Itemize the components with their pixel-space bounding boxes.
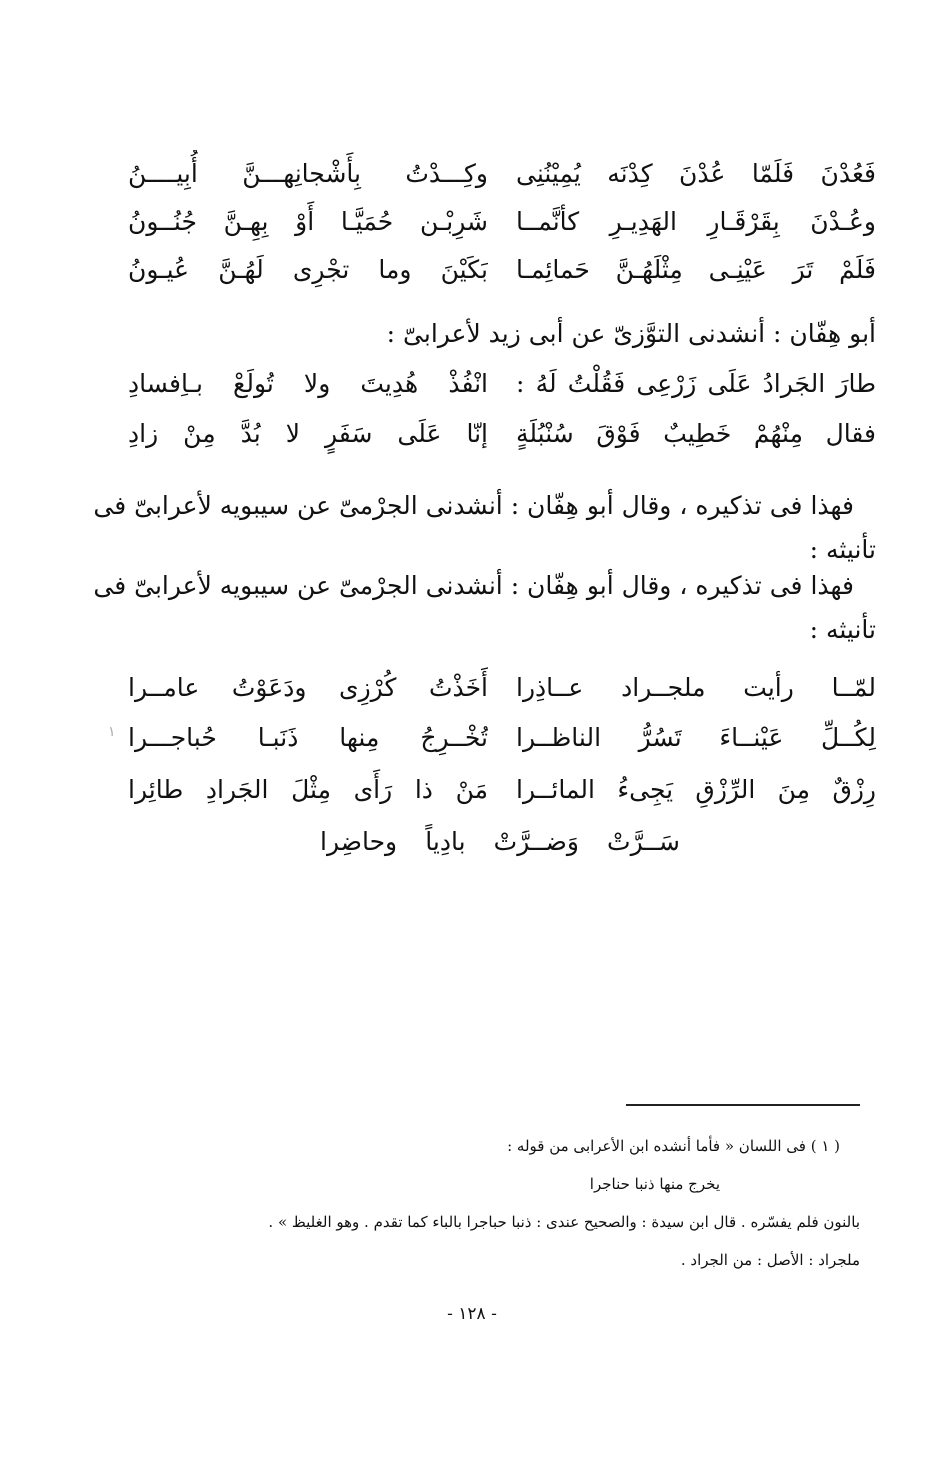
verse-hemistich-right: فَعُدْنَ فَلَمّا عُدْنَ كِدْنَه يُمِيْنُنِى — [516, 159, 876, 188]
verse-hemistich-left: انْفُذْ هُدِيتَ ولا تُولَعْ بـاِفسادِ — [128, 369, 488, 398]
footnote-line: ملجراد : الأصل : من الجراد . — [680, 1251, 860, 1269]
verse-hemistich-left: بَكَيْنَ وما تجْرِى لَهُـنَّ عُيـونُ — [128, 255, 488, 284]
verse-hemistich-left: أَخَذْتُ كُرْزِى ودَعَوْتُ عامــرا — [128, 673, 488, 702]
verse-hemistich-right: لمّــا رأيت ملجــراد عــاذِرا — [516, 673, 876, 702]
verse-hemistich-left: مَنْ ذا رَأَى مِثْلَ الجَرادِ طائِرا — [128, 775, 488, 804]
verse-hemistich-right: لِكُــلِّ عَيْنــاءَ تَسُرُّ الناظــرا — [516, 723, 876, 752]
verse-hemistich-left: وكِـــدْتُ بِأَشْجانِهـــنَّ أُبِيــــنُ — [128, 159, 488, 188]
verse-hemistich-left: شَرِبْـن حُمَيَّـا أَوْ بِهِـنَّ جُنُــونُ — [128, 207, 488, 236]
footnote-line: بالنون فلم يفسّره . قال ابن سيدة : والصحيح عندى : ذنبا حباجرا بالباء كما تقدم . وهو الغليظ » . — [268, 1213, 860, 1231]
footnote-divider — [626, 1104, 860, 1106]
verse-line — [128, 198, 876, 246]
verse-line — [128, 766, 876, 814]
verse-line — [128, 664, 876, 712]
paragraph-line: تأنيثه : — [809, 535, 876, 564]
paragraph-line: فهذا فى تذكيره ، وقال أبو هِفّان : أنشدنى الجرْمىّ عن سيبويه لأعرابىّ فى — [93, 491, 854, 520]
verse-line — [128, 360, 876, 408]
verse-hemistich-right: فقال مِنْهُمْ خَطِيبٌ فَوْقَ سُنْبُلَةٍ — [516, 419, 876, 448]
attribution-line: أبو هِفّان : أنشدنى التوَّزىّ عن أبى زيد لأعرابىّ : — [386, 319, 876, 348]
verse-hemistich-right: طارَ الجَرادُ عَلَى زَرْعِى فَقُلْتُ لَهُ : — [516, 369, 876, 398]
verse-hemistich-left: تُخْــرِجُ مِنها ذَنَبـا حُباجـــرا — [128, 723, 488, 752]
paragraph — [93, 484, 876, 572]
verse-hemistich-right: رِزْقٌ مِنَ الرِّزْقِ يَجِىءُ المائــرا — [516, 775, 876, 804]
verse-line — [128, 246, 876, 294]
verse-hemistich-left: إنّا عَلَى سَفَرٍ لا بُدَّ مِنْ زادِ — [128, 419, 488, 448]
verse-line-final: سَــرَّتْ وَضــرَّتْ بادِياً وحاضِرا — [320, 827, 680, 856]
verse-hemistich-right: وعُـدْنَ بِقَرْقَـارِ الهَدِيـرِ كأنَّمــا — [516, 207, 876, 236]
page-number: - ١٢٨ - — [447, 1304, 497, 1324]
verse-line — [128, 150, 876, 198]
verse-line — [128, 410, 876, 458]
margin-mark: ١ — [108, 724, 116, 740]
verse-line — [128, 714, 876, 762]
footnote-line: ( ١ ) فى اللسان « فأما أنشده ابن الأعرابى من قوله : — [507, 1137, 840, 1155]
paragraph-line: تأنيثه : — [809, 615, 876, 644]
paragraph-line: فهذا فى تذكيره ، وقال أبو هِفّان : أنشدنى الجرْمىّ عن سيبويه لأعرابىّ فى — [93, 571, 854, 600]
footnote-quote: يخرج منها ذنبا حناجرا — [589, 1175, 720, 1193]
paragraph — [93, 564, 876, 652]
verse-hemistich-right: فَلَمْ تَرَ عَيْنِـى مِثْلَهُـنَّ حَمائِمـا — [516, 255, 876, 284]
